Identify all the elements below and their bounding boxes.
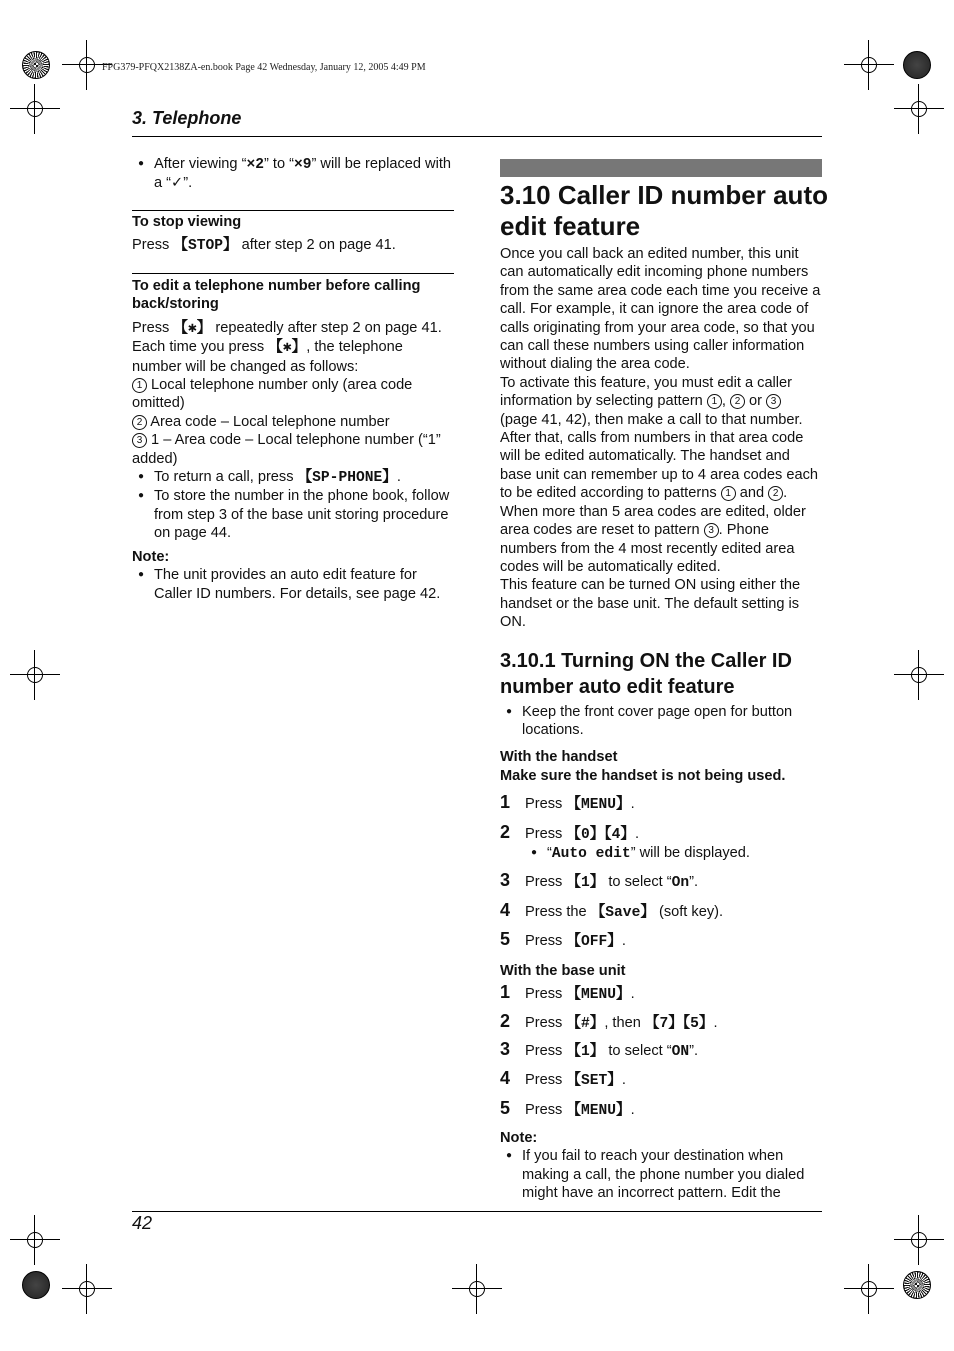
base-unit-title: With the base unit [500,962,626,979]
header-rule [132,136,822,137]
section-title: 3.10 Caller ID number auto edit feature [500,180,828,241]
footer-rule [132,1211,822,1212]
handset-step-5: 5 Press 【OFF】. [500,929,626,951]
color-registration-rosette [22,51,50,79]
edit-number-text: Press 【✱】 repeatedly after step 2 on page 41. Each time you press 【✱】, the telephone number will be changed as follows: [132,319,442,375]
note-bullet: ● If you fail to reach your destination when making a call, the phone number you dialed might have an incorrect pattern. Edit the [500,1147,822,1202]
pattern-option-1: 1 Local telephone number only (area code omitted) [132,377,413,412]
handset-step-2: 2 Press 【0】【4】. [500,821,640,843]
return-call-bullet: ● To return a call, press 【SP-PHONE】. [132,468,454,487]
color-registration-rosette [22,1271,50,1299]
right-column [500,245,822,1203]
registration-mark [894,650,944,700]
keep-cover-bullet: ● Keep the front cover page open for button locations. [500,703,822,740]
registration-mark [894,84,944,134]
stop-viewing-section [132,213,454,256]
subsection-title: 3.10.1 Turning ON the Caller ID number auto edit feature [500,649,792,698]
viewing-bullet: ● After viewing “×2” to “×9” will be replaced with a “✓”. [132,155,454,193]
handset-title: With the handset [500,749,618,766]
intro-paragraph: Once you call back an edited number, this unit can automatically edit incoming phone numbers from the same area code each time you receive a call. For example, it can ignore the area code of calls originating from your area code, so that you can call these numbers using caller information without dialing the area code. [500,246,821,373]
color-registration-rosette [903,1271,931,1299]
base-step-2: 2 Press 【#】, then 【7】【5】. [500,1011,718,1033]
note-bullet: ● The unit provides an auto edit feature for Caller ID numbers. For details, see page 42. [132,566,454,603]
section-bar [500,159,822,177]
base-step-4: 4 Press 【SET】. [500,1068,626,1090]
edit-number-section [132,277,454,603]
print-slug: FPG379-PFQX2138ZA-en.book Page 42 Wednesday, January 12, 2005 4:49 PM [102,62,426,73]
registration-mark [894,1215,944,1265]
registration-mark [452,1264,502,1314]
store-number-bullet: ● To store the number in the phone book, follow from step 3 of the base unit storing procedure on page 44. [132,487,454,542]
section-rule [132,210,454,211]
base-step-5: 5 Press 【MENU】. [500,1097,635,1119]
activate-paragraph: To activate this feature, you must edit a caller information by selecting pattern 1 , 2 or 3 (page 41, 42), then make a call to that number. After that, calls from numbers in that area code will be edited automatically. The handset and base unit can remember up to 4 area codes each to be edited according to patterns 1 and 2 . When more than 5 area codes are edited, older area codes are reset to pattern 3 . Phone numbers from the 4 most recently edited area codes will be automatically edited. [500,374,819,575]
registration-mark [10,650,60,700]
left-column [132,155,454,193]
stop-viewing-title: To stop viewing [132,214,242,230]
section-rule [132,273,454,274]
handset-step-4: 4 Press the 【Save】 (soft key). [500,899,724,921]
registration-mark [62,1264,112,1314]
handset-step-2-note: ● “Auto edit” will be displayed. [525,844,822,863]
handset-subtitle: Make sure the handset is not being used. [500,767,786,784]
note-title: Note: [500,1130,538,1147]
pattern-option-2: 2 Area code – Local telephone number [132,413,454,431]
chapter-header: 3. Telephone [132,108,242,128]
base-step-1: 1 Press 【MENU】. [500,982,635,1003]
registration-mark [844,40,894,90]
edit-number-title: To edit a telephone number before calling back/storing [132,278,421,313]
note-title: Note: [132,548,170,565]
color-registration-rosette [903,51,931,79]
handset-step-3: 3 Press 【1】 to select “On”. [500,870,699,892]
registration-mark [10,1215,60,1265]
base-step-3: 3 Press 【1】 to select “ON”. [500,1038,699,1060]
stop-viewing-text: Press 【STOP】 after step 2 on page 41. [132,237,396,255]
handset-step-1: 1 Press 【MENU】. [500,792,635,814]
page-number: 42 [132,1213,153,1233]
pattern-option-3: 3 1 – Area code – Local telephone number (“1” added) [132,432,441,467]
default-paragraph: This feature can be turned ON using either the handset or the base unit. The default setting is ON. [500,577,801,631]
registration-mark [844,1264,894,1314]
registration-mark [10,84,60,134]
